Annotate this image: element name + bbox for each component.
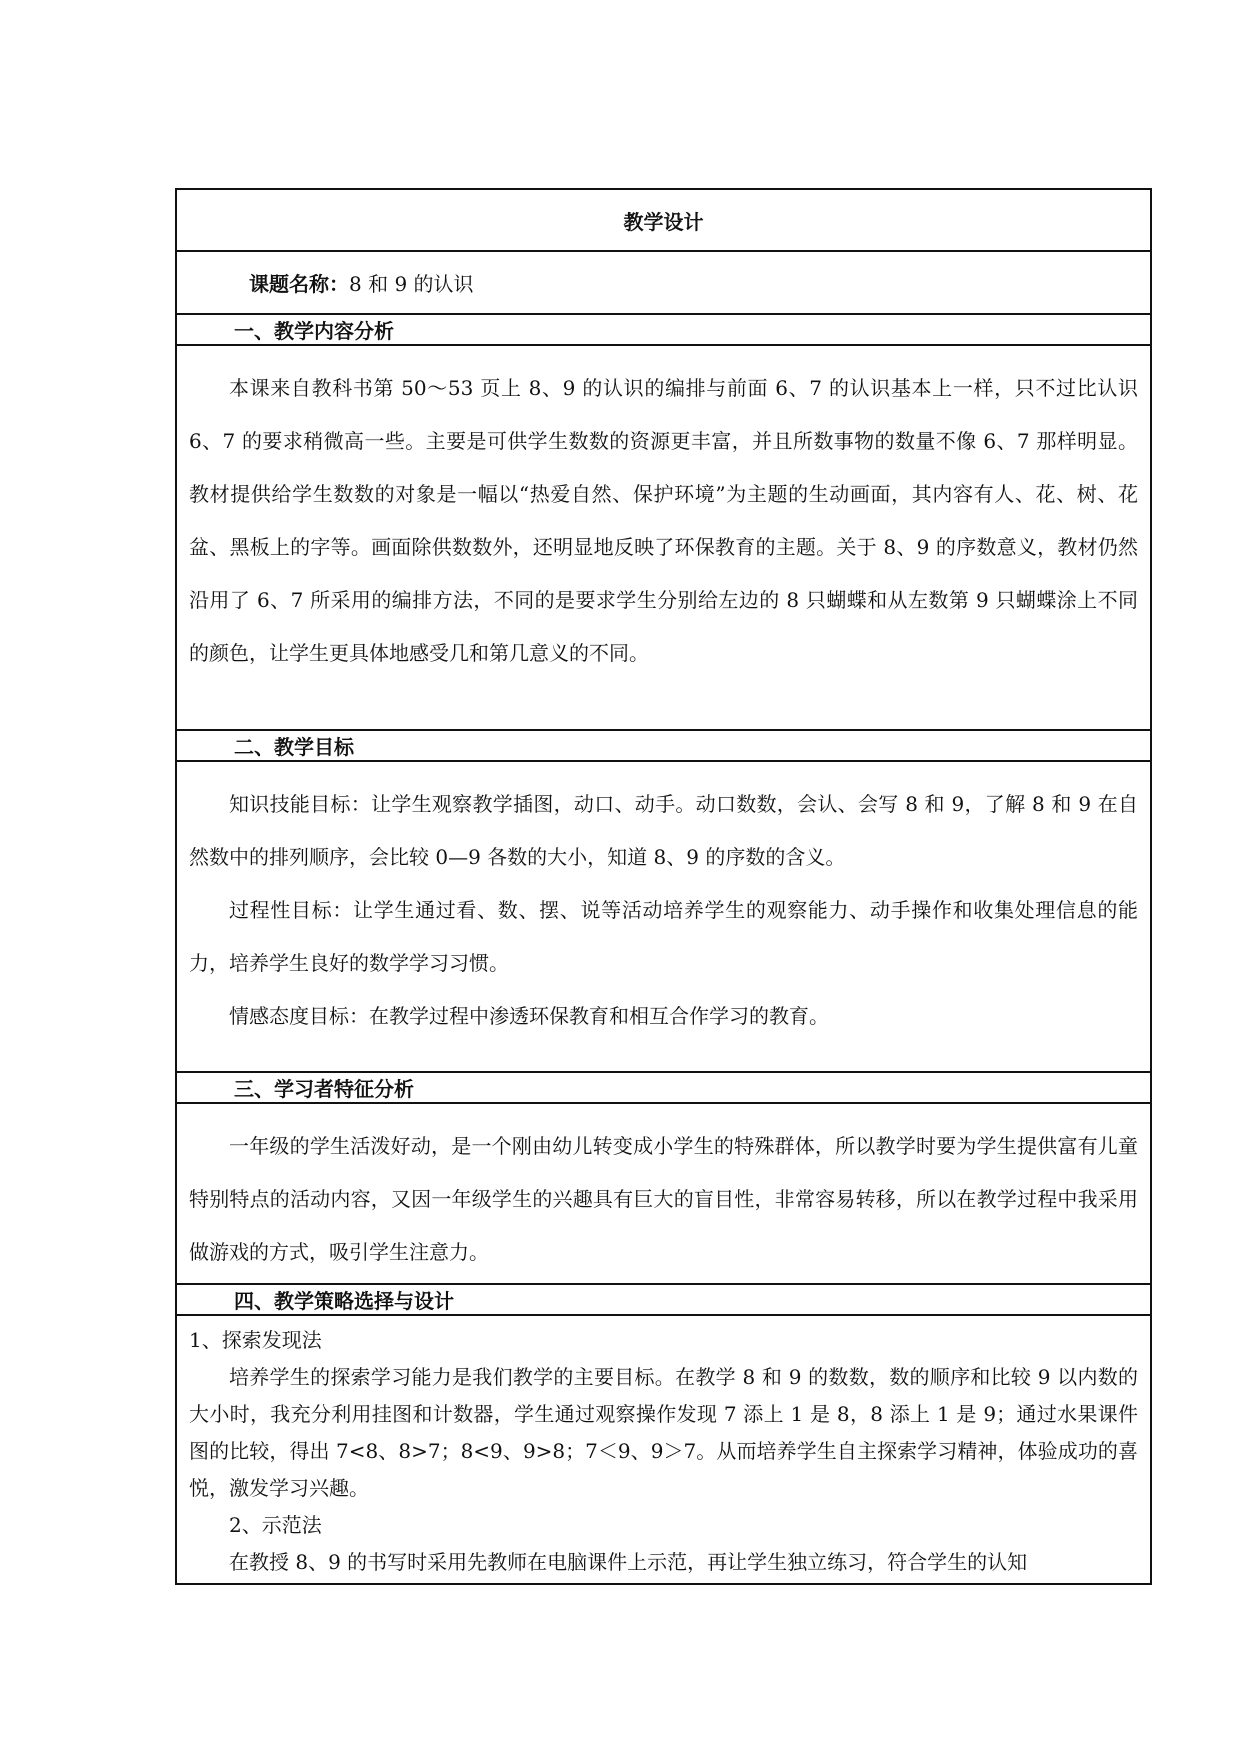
paragraph: 本课来自教科书第 50～53 页上 8、9 的认识的编排与前面 6、7 的认识基本上一样，只不过比认识 6、7 的要求稍微高一些。主要是可供学生数数的资源更丰富，并且所数事物的数量不像 6、7 那样明显。教材提供给学生数数的对象是一幅以“热爱自然、保护环境”为主题的生动画面，其内容有人、花、树、花盆、黑板上的字等。画面除供数数外，还明显地反映了环保教育的主题。关于 8、9 的序数意义，教材仍然沿用了 6、7 所采用的编排方法，不同的是要求学生分别给左边的 8 只蝴蝶和从左数第 9 只蝴蝶涂上不同的颜色，让学生更具体地感受几和第几意义的不同。 (189, 376, 1138, 665)
section-heading-teaching-goals: 二、教学目标 (177, 731, 1150, 762)
section-body-content-analysis (177, 346, 1150, 731)
section-body-teaching-goals (177, 762, 1150, 1073)
document-title: 教学设计 (177, 190, 1150, 252)
section-body-learner-analysis (177, 1104, 1150, 1285)
subheading: 2、示范法 (229, 1513, 322, 1537)
paragraph: 一年级的学生活泼好动，是一个刚由幼儿转变成小学生的特殊群体，所以教学时要为学生提供富有儿童特别特点的活动内容，又因一年级学生的兴趣具有巨大的盲目性，非常容易转移，所以在教学过程中我采用做游戏的方式，吸引学生注意力。 (189, 1134, 1138, 1264)
paragraph: 情感态度目标：在教学过程中渗透环保教育和相互合作学习的教育。 (229, 1004, 829, 1028)
paragraph: 过程性目标：让学生通过看、数、摆、说等活动培养学生的观察能力、动手操作和收集处理信息的能力，培养学生良好的数学学习习惯。 (189, 898, 1138, 975)
lesson-plan-table (175, 188, 1152, 1585)
section-heading-content-analysis: 一、教学内容分析 (177, 315, 1150, 346)
course-name-value: 8 和 9 的认识 (349, 272, 474, 296)
course-name-row (177, 252, 1150, 315)
paragraph: 知识技能目标：让学生观察教学插图，动口、动手。动口数数，会认、会写 8 和 9，了解 8 和 9 在自然数中的排列顺序，会比较 0—9 各数的大小，知道 8、9 的序数的含义。 (189, 792, 1138, 869)
section-body-teaching-strategy (177, 1316, 1150, 1581)
section-heading-learner-analysis: 三、学习者特征分析 (177, 1073, 1150, 1104)
subheading: 1、探索发现法 (189, 1328, 322, 1352)
section-heading-teaching-strategy: 四、教学策略选择与设计 (177, 1285, 1150, 1316)
paragraph: 在教授 8、9 的书写时采用先教师在电脑课件上示范，再让学生独立练习，符合学生的认知 (229, 1550, 1028, 1574)
paragraph: 培养学生的探索学习能力是我们教学的主要目标。在教学 8 和 9 的数数，数的顺序和比较 9 以内数的大小时，我充分利用挂图和计数器，学生通过观察操作发现 7 添上 1 是 8，8 添上 1 是 9；通过水果课件图的比较，得出 7<8、8>7；8<9、9>8；7＜9、9＞7。从而培养学生自主探索学习精神，体验成功的喜悦，激发学习兴趣。 (189, 1365, 1138, 1500)
course-name-label: 课题名称： (249, 272, 349, 296)
